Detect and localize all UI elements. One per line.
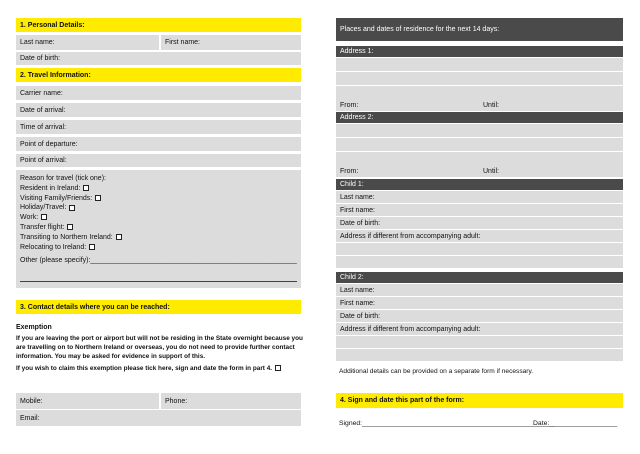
child1-title: Child 1:: [340, 181, 364, 188]
reason-work-label: Work:: [20, 214, 39, 222]
child2-last-name-label: Last name:: [340, 286, 375, 294]
mobile-field[interactable]: [16, 393, 159, 409]
arrival-time-field[interactable]: [16, 120, 301, 134]
exemption-claim-row: [16, 364, 301, 373]
first-name-field[interactable]: [161, 35, 301, 50]
section2-header: [16, 68, 301, 82]
reason-resident-checkbox[interactable]: [83, 185, 89, 191]
arrival-point-label: Point of arrival:: [20, 157, 67, 164]
address1-lines[interactable]: [336, 58, 623, 100]
reason-holiday-label: Holiday/Travel:: [20, 204, 67, 212]
reason-holiday: [20, 203, 297, 213]
address2-line[interactable]: [336, 152, 623, 165]
section4-header: [336, 393, 623, 408]
email-field[interactable]: [16, 410, 301, 426]
section3-header: [16, 300, 301, 314]
exemption-text: If you are leaving the port or airport but will not be residing in the State overnight because you are travelling on to Northern Ireland or overseas, you do not need to provide further contact information. You may be asked for evidence in support of this.: [16, 335, 303, 360]
address2-until[interactable]: [479, 165, 623, 177]
exemption-claim-text: If you wish to claim this exemption please tick here, sign and date the form in part 4.: [16, 365, 273, 372]
address1-from-label: From:: [340, 101, 359, 109]
address2-from[interactable]: [336, 165, 479, 177]
phone-field[interactable]: [161, 393, 301, 409]
address1-line[interactable]: [336, 58, 623, 71]
reason-visiting-checkbox[interactable]: [95, 195, 101, 201]
reason-visiting-label: Visiting Family/Friends:: [20, 194, 93, 202]
address2-until-label: Until:: [483, 167, 499, 175]
carrier-field[interactable]: [16, 86, 301, 100]
section2-title: 2. Travel Information:: [20, 71, 91, 79]
residence-header: [336, 18, 623, 41]
address1-until-label: Until:: [483, 101, 499, 109]
reason-transfer: [20, 223, 297, 233]
exemption-title: Exemption: [16, 324, 52, 331]
child2-address-line[interactable]: [336, 336, 623, 348]
child1-first-name-field[interactable]: [336, 204, 623, 216]
child1-address-label: Address if different from accompanying adult:: [340, 232, 481, 240]
child1-dob-field[interactable]: [336, 217, 623, 229]
first-name-label: First name:: [165, 39, 201, 46]
address2-header: [336, 112, 623, 123]
address1-line[interactable]: [336, 86, 623, 99]
address1-header: [336, 46, 623, 57]
carrier-label: Carrier name:: [20, 89, 63, 97]
last-name-label: Last name:: [20, 39, 55, 46]
child1-first-name-label: First name:: [340, 206, 376, 214]
child2-dob-field[interactable]: [336, 310, 623, 322]
address2-from-label: From:: [340, 167, 359, 175]
departure-point-label: Point of departure:: [20, 140, 78, 148]
address2-title: Address 2:: [340, 114, 374, 121]
exemption-block: [16, 324, 301, 373]
reason-box: [16, 170, 301, 288]
email-label: Email:: [20, 414, 40, 422]
child1-address-field[interactable]: [336, 230, 623, 242]
address2-line[interactable]: [336, 138, 623, 151]
reason-resident-label: Resident in Ireland:: [20, 184, 81, 192]
address2-line[interactable]: [336, 124, 623, 137]
arrival-date-label: Date of arrival:: [20, 106, 66, 114]
child2-header: [336, 272, 623, 283]
last-name-field[interactable]: [16, 35, 159, 50]
section3-title: 3. Contact details where you can be reached:: [20, 303, 170, 311]
reason-transiting: [20, 233, 297, 243]
child2-first-name-label: First name:: [340, 299, 376, 307]
signed-field[interactable]: Signed:___________________________________________________: [339, 420, 555, 427]
child2-dob-label: Date of birth:: [340, 312, 381, 320]
child2-address-field[interactable]: [336, 323, 623, 335]
reason-transiting-checkbox[interactable]: [116, 234, 122, 240]
dob-label: Date of birth:: [20, 55, 61, 62]
section1-header: [16, 18, 301, 32]
name-row: [16, 35, 301, 50]
reason-transiting-label: Transiting to Northern Ireland:: [20, 233, 113, 241]
address2-lines[interactable]: [336, 124, 623, 166]
reason-transfer-label: Transfer flight:: [20, 223, 65, 231]
arrival-time-label: Time of arrival:: [20, 123, 67, 131]
child1-dob-label: Date of birth:: [340, 219, 381, 227]
address1-dates: [336, 99, 623, 111]
address1-until[interactable]: [479, 99, 623, 111]
arrival-point-field[interactable]: [16, 154, 301, 167]
reason-title: Reason for travel (tick one):: [20, 175, 106, 182]
reason-visiting: [20, 194, 297, 204]
residence-header-title: Places and dates of residence for the next 14 days:: [340, 26, 500, 33]
departure-point-field[interactable]: [16, 137, 301, 151]
date-field[interactable]: Date:__________________: [533, 420, 618, 427]
address1-from[interactable]: [336, 99, 479, 111]
child2-address-label: Address if different from accompanying adult:: [340, 325, 481, 333]
mobile-label: Mobile:: [20, 397, 43, 405]
reason-relocating: [20, 243, 297, 253]
reason-holiday-checkbox[interactable]: [69, 205, 75, 211]
child2-address-line[interactable]: [336, 349, 623, 361]
child1-address-line[interactable]: [336, 256, 623, 268]
child1-last-name-label: Last name:: [340, 193, 375, 201]
dob-field[interactable]: [16, 52, 301, 65]
child2-first-name-field[interactable]: [336, 297, 623, 309]
child1-header: [336, 179, 623, 190]
phone-label: Phone:: [165, 397, 188, 405]
child1-address-line[interactable]: [336, 243, 623, 255]
child2-last-name-field[interactable]: [336, 284, 623, 296]
reason-transfer-checkbox[interactable]: [67, 224, 73, 230]
child2-title: Child 2:: [340, 274, 364, 281]
child1-last-name-field[interactable]: [336, 191, 623, 203]
other-reason-line: [20, 281, 297, 282]
reason-work-checkbox[interactable]: [41, 214, 47, 220]
reason-work: [20, 213, 297, 223]
section4-title: 4. Sign and date this part of the form:: [340, 397, 465, 404]
reason-resident: [20, 184, 297, 194]
reason-relocating-checkbox[interactable]: [89, 244, 95, 250]
section1-title: 1. Personal Details:: [20, 21, 85, 29]
other-reason-field[interactable]: Other (please specify):_____________________________________________________: [20, 257, 297, 265]
exemption-checkbox[interactable]: [275, 365, 281, 371]
address1-title: Address 1:: [340, 48, 374, 55]
address1-line[interactable]: [336, 72, 623, 85]
additional-note: Additional details can be provided on a separate form if necessary.: [339, 368, 534, 375]
address2-dates: [336, 165, 623, 177]
reason-relocating-label: Relocating to Ireland:: [20, 243, 87, 251]
arrival-date-field[interactable]: [16, 103, 301, 117]
contact-row: [16, 393, 301, 409]
